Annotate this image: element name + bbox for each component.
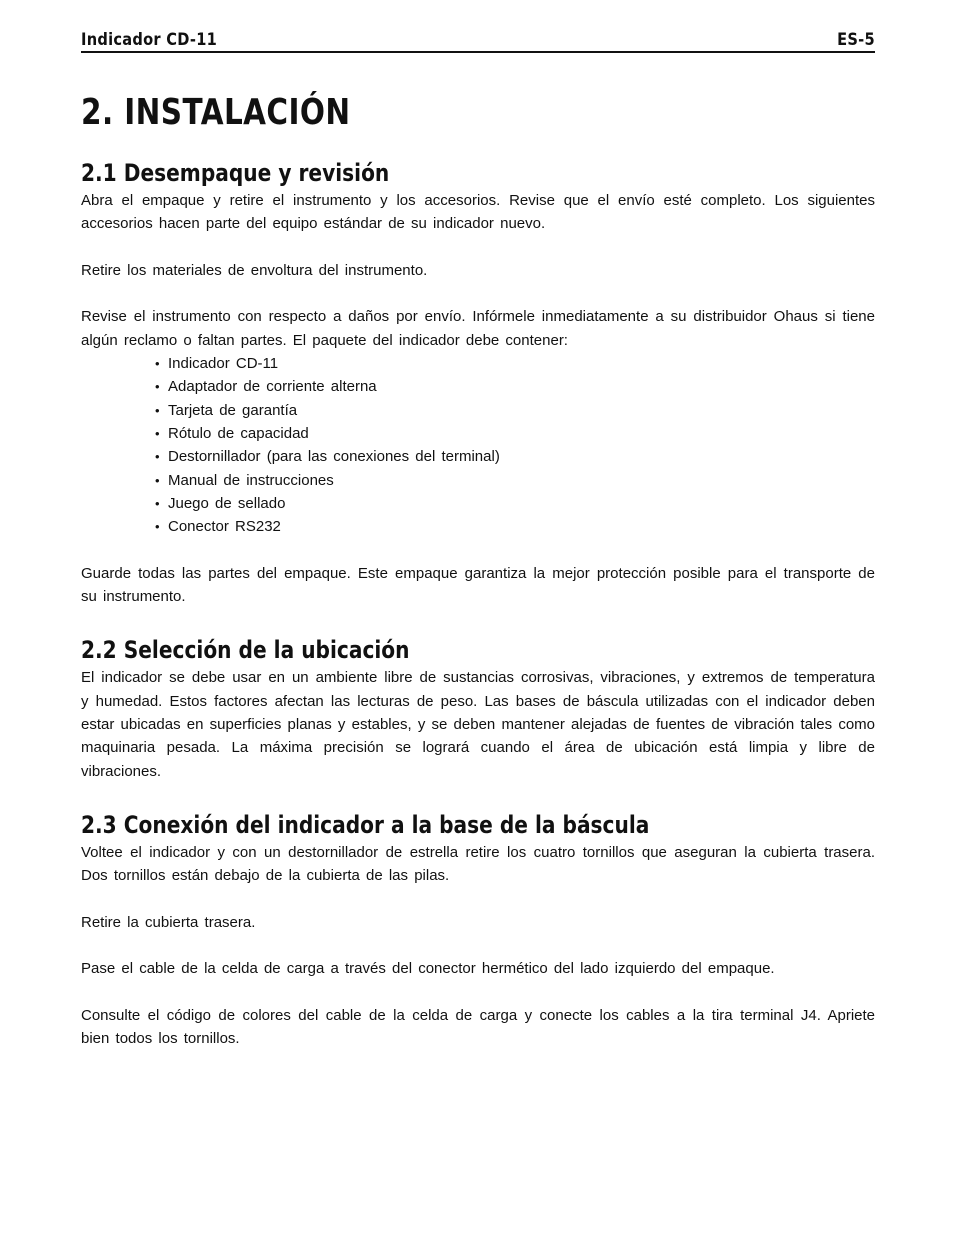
header-page-number: ES-5 [837, 30, 875, 50]
list-item: • Rótulo de capacidad [155, 422, 875, 445]
section-body-location [81, 666, 875, 782]
chapter-title: 2. INSTALACIÓN [81, 92, 351, 133]
section-body-connection [81, 841, 875, 1051]
list-item: • Adaptador de corriente alterna [155, 375, 875, 398]
bullet-icon: • [155, 425, 160, 441]
list-item: • Destornillador (para las conexiones del terminal) [155, 445, 875, 468]
bullet-icon: • [155, 356, 160, 372]
bullet-icon: • [155, 449, 160, 465]
paragraph: Retire los materiales de envoltura del instrumento. [81, 261, 428, 279]
paragraph: Revise el instrumento con respecto a daños por envío. Infórmele inmediatamente a su distribuidor Ohaus si tiene algún reclamo o faltan partes. El paquete del indicador debe contener: [81, 308, 875, 349]
bullet-icon: • [155, 402, 160, 418]
list-item: • Conector RS232 [155, 515, 875, 538]
section-title-unpacking: 2.1 Desempaque y revisión [81, 159, 390, 187]
bullet-icon: • [155, 495, 160, 511]
document-page [81, 24, 875, 1051]
list-item: • Juego de sellado [155, 492, 875, 515]
accessories-list [81, 352, 875, 538]
paragraph: Abra el empaque y retire el instrumento y los accesorios. Revise que el envío esté completo. Los siguientes accesorios hacen parte del equipo estándar de su indicador nuevo. [81, 192, 875, 233]
section-title-location: 2.2 Selección de la ubicación [81, 636, 410, 665]
list-item: • Manual de instrucciones [155, 469, 875, 492]
bullet-icon: • [155, 519, 160, 535]
list-item: • Tarjeta de garantía [155, 399, 875, 422]
bullet-icon: • [155, 472, 160, 488]
running-header [81, 24, 875, 53]
paragraph: Voltee el indicador y con un destornillador de estrella retire los cuatro tornillos que aseguran la cubierta trasera. Dos tornillos están debajo de la cubierta de las pilas. [81, 843, 875, 885]
list-item: • Indicador CD-11 [155, 352, 875, 375]
paragraph: Pase el cable de la celda de carga a través del conector hermético del lado izquierdo del empaque. [81, 960, 775, 978]
bullet-icon: • [155, 379, 160, 395]
paragraph: Consulte el código de colores del cable de la celda de carga y conecte los cables a la tira terminal J4. Apriete bien todos los tornillos. [81, 1006, 875, 1048]
paragraph: Guarde todas las partes del empaque. Este empaque garantiza la mejor protección posible para el transporte de su instrumento. [81, 564, 875, 606]
paragraph: Retire la cubierta trasera. [81, 913, 256, 931]
paragraph: El indicador se debe usar en un ambiente libre de sustancias corrosivas, vibraciones, y extremos de temperatura y humedad. Estos factores afectan las lecturas de peso. Las bases de báscula utilizadas con el indicador deben estar ubicadas en superficies planas y estables, y se deben mantener alejadas de fuentes de vibración tales como maquinaria pesada. La máxima precisión se logrará cuando el área de ubicación está limpia y libre de vibraciones. [81, 669, 875, 780]
section-title-connection: 2.3 Conexión del indicador a la base de la báscula [81, 810, 650, 839]
header-product-name: Indicador CD-11 [81, 30, 218, 50]
section-body-unpacking [81, 189, 875, 608]
